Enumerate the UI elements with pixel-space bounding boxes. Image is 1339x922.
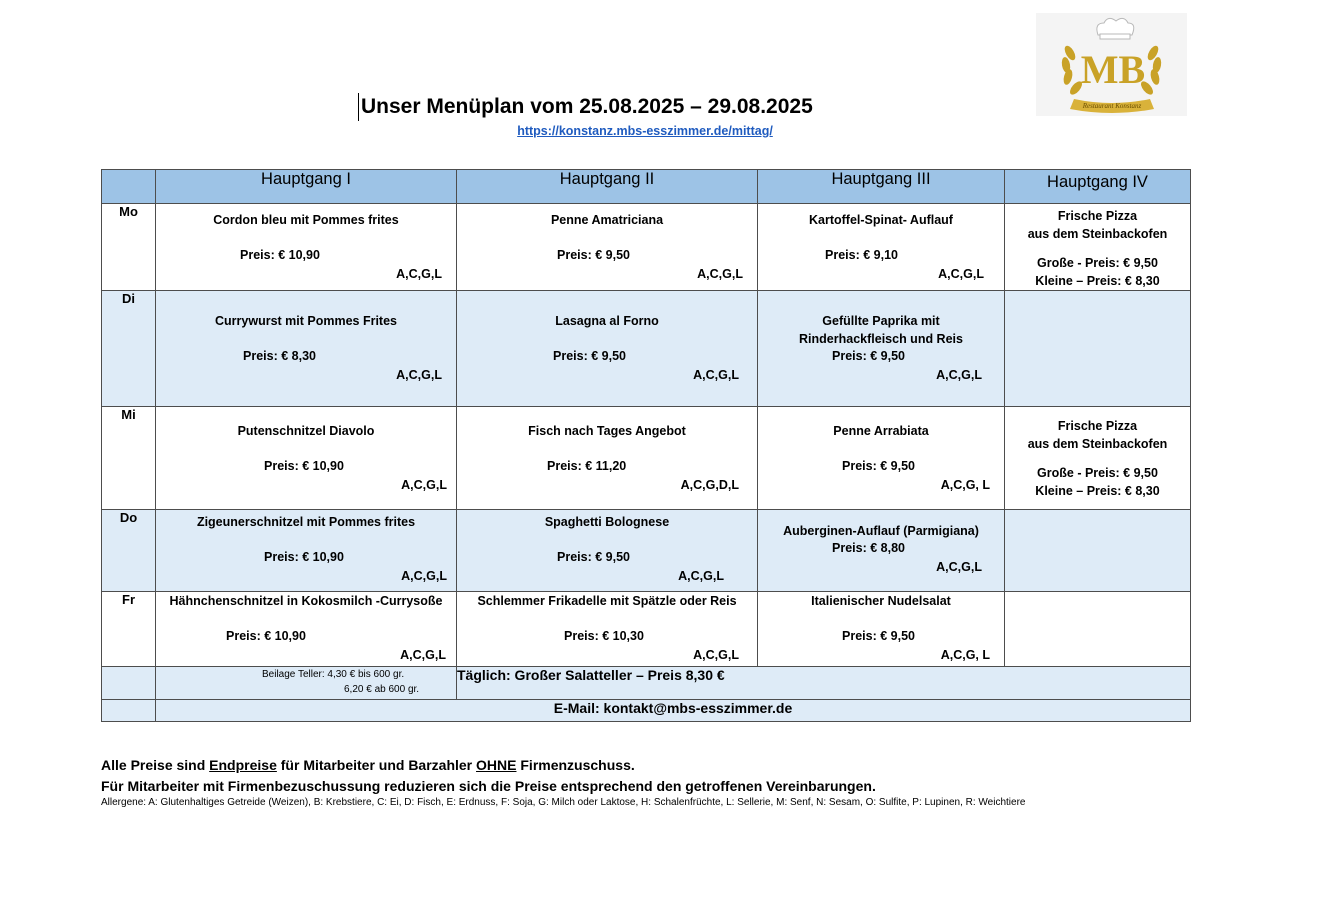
dish-price: Preis: € 10,90 xyxy=(226,629,306,643)
dish-allergens: A,C,G,L xyxy=(936,368,982,382)
pizza-subtitle: aus dem Steinbackofen xyxy=(1027,437,1168,451)
dish-allergens: A,C,G,L xyxy=(400,648,446,662)
dish-name: Auberginen-Auflauf (Parmigiana) xyxy=(783,524,979,538)
day-label: Mo xyxy=(102,204,156,291)
dish-price: Preis: € 9,10 xyxy=(825,248,898,262)
dish-price: Preis: € 8,80 xyxy=(832,541,905,555)
dish-allergens: A,C,G,L xyxy=(697,267,743,281)
dish-name: Lasagna al Forno xyxy=(555,314,659,328)
day-label: Do xyxy=(102,510,156,592)
restaurant-logo xyxy=(1036,13,1187,116)
dish-cell xyxy=(457,407,758,510)
pizza-title: Frische Pizza xyxy=(1057,209,1138,223)
table-row xyxy=(102,510,1191,592)
dish-price: Preis: € 9,50 xyxy=(842,629,915,643)
dish-allergens: A,C,G,D,L xyxy=(680,478,739,492)
day-label: Fr xyxy=(102,592,156,667)
dish-allergens: A,C,G,L xyxy=(396,368,442,382)
dish-name: Putenschnitzel Diavolo xyxy=(237,424,375,438)
corner-cell xyxy=(102,170,156,204)
column-header: Hauptgang IV xyxy=(1005,170,1191,204)
dish-name: Zigeunerschnitzel mit Pommes frites xyxy=(196,515,416,529)
price-note xyxy=(101,755,876,797)
day-label: Mi xyxy=(102,407,156,510)
daily-salad: Täglich: Großer Salatteller – Preis 8,30 € xyxy=(457,667,1191,700)
dish-cell xyxy=(156,510,457,592)
side-plate-line-2: 6,20 € ab 600 gr. xyxy=(344,684,420,695)
dish-cell xyxy=(457,291,758,407)
dish-name: Currywurst mit Pommes Frites xyxy=(215,314,397,328)
dish-allergens: A,C,G,L xyxy=(936,560,982,574)
dish-price: Preis: € 11,20 xyxy=(547,459,627,473)
dish-allergens: A,C,G,L xyxy=(938,267,984,281)
column-header: Hauptgang II xyxy=(457,170,758,204)
dish-cell xyxy=(758,407,1005,510)
dish-cell xyxy=(758,510,1005,592)
table-row xyxy=(102,407,1191,510)
price-note-line-2: Für Mitarbeiter mit Firmenbezuschussung reduzieren sich die Preise entsprechend den getroffenen Vereinbarungen. xyxy=(101,778,876,794)
dish-cell xyxy=(758,592,1005,667)
column-header: Hauptgang III xyxy=(758,170,1005,204)
pizza-small-price: Kleine – Preis: € 8,30 xyxy=(1035,484,1160,498)
dish-cell xyxy=(156,592,457,667)
price-note-line-1: Alle Preise sind Endpreise für Mitarbeiter und Barzahler OHNE Firmenzuschuss. xyxy=(101,757,635,773)
day-label: Di xyxy=(102,291,156,407)
side-plate-cell xyxy=(156,667,457,700)
contact-email[interactable]: E-Mail: kontakt@mbs-esszimmer.de xyxy=(156,700,1191,722)
menu-table xyxy=(101,169,1191,722)
dish-price: Preis: € 9,50 xyxy=(557,550,630,564)
dish-name: Fisch nach Tages Angebot xyxy=(528,424,686,438)
dish-name: Cordon bleu mit Pommes frites xyxy=(213,213,399,227)
dish-price: Preis: € 9,50 xyxy=(832,349,905,363)
dish-name-2: Rinderhackfleisch und Reis xyxy=(799,332,963,346)
dish-cell xyxy=(457,592,758,667)
dish-price: Preis: € 9,50 xyxy=(842,459,915,473)
dish-price: Preis: € 10,30 xyxy=(564,629,644,643)
dish-cell xyxy=(457,204,758,291)
empty-cell xyxy=(102,667,156,700)
dish-allergens: A,C,G, L xyxy=(940,648,990,662)
dish-name: Gefüllte Paprika mit xyxy=(822,314,940,328)
dish-name: Kartoffel-Spinat- Auflauf xyxy=(809,213,953,227)
pizza-cell xyxy=(1005,204,1191,291)
allergen-legend: Allergene: A: Glutenhaltiges Getreide (Weizen), B: Krebstiere, C: Ei, D: Fisch, E: Erdnuss, F: Soja, G: Milch oder Laktose, H: Schalenfrüchte, L: Sellerie, M: Senf, N: Sesam, O: Sulfite, P: Lupinen, R: Weichtiere xyxy=(101,797,1026,808)
dish-name: Hähnchenschnitzel in Kokosmilch -Currysoße xyxy=(169,594,443,608)
pizza-cell xyxy=(1005,407,1191,510)
dish-name: Italienischer Nudelsalat xyxy=(811,594,951,608)
empty-cell xyxy=(1005,510,1191,592)
dish-price: Preis: € 10,90 xyxy=(240,248,320,262)
dish-cell xyxy=(156,407,457,510)
table-row xyxy=(102,700,1191,722)
menu-url-link[interactable]: https://konstanz.mbs-esszimmer.de/mittag/ xyxy=(517,124,773,138)
dish-allergens: A,C,G,L xyxy=(401,569,447,583)
dish-cell xyxy=(156,291,457,407)
dish-name: Schlemmer Frikadelle mit Spätzle oder Reis xyxy=(477,594,737,608)
dish-price: Preis: € 10,90 xyxy=(264,550,344,564)
dish-cell xyxy=(156,204,457,291)
column-header: Hauptgang I xyxy=(156,170,457,204)
dish-price: Preis: € 9,50 xyxy=(557,248,630,262)
dish-cell xyxy=(758,291,1005,407)
pizza-small-price: Kleine – Preis: € 8,30 xyxy=(1035,274,1160,288)
pizza-subtitle: aus dem Steinbackofen xyxy=(1027,227,1168,241)
pizza-large-price: Große - Preis: € 9,50 xyxy=(1037,466,1158,480)
dish-allergens: A,C,G,L xyxy=(678,569,724,583)
dish-price: Preis: € 8,30 xyxy=(243,349,316,363)
dish-allergens: A,C,G,L xyxy=(396,267,442,281)
svg-text:Restaurant Konstanz: Restaurant Konstanz xyxy=(1082,102,1142,110)
dish-name: Penne Amatriciana xyxy=(550,213,664,227)
dish-allergens: A,C,G,L xyxy=(693,368,739,382)
header-row xyxy=(102,170,1191,204)
dish-allergens: A,C,G,L xyxy=(693,648,739,662)
empty-cell xyxy=(1005,592,1191,667)
pizza-large-price: Große - Preis: € 9,50 xyxy=(1037,256,1158,270)
empty-cell xyxy=(102,700,156,722)
dish-name: Spaghetti Bolognese xyxy=(544,515,670,529)
pizza-title: Frische Pizza xyxy=(1057,419,1138,433)
dish-cell xyxy=(457,510,758,592)
dish-allergens: A,C,G,L xyxy=(401,478,447,492)
table-row xyxy=(102,592,1191,667)
dish-name: Penne Arrabiata xyxy=(833,424,929,438)
dish-allergens: A,C,G, L xyxy=(940,478,990,492)
dish-price: Preis: € 10,90 xyxy=(264,459,344,473)
dish-price: Preis: € 9,50 xyxy=(553,349,626,363)
empty-cell xyxy=(1005,291,1191,407)
table-row xyxy=(102,667,1191,700)
side-plate-line-1: Beilage Teller: 4,30 € bis 600 gr. xyxy=(262,669,405,680)
dish-cell xyxy=(758,204,1005,291)
page-title: Unser Menüplan vom 25.08.2025 – 29.08.2025 xyxy=(358,93,881,121)
table-row xyxy=(102,204,1191,291)
svg-text:MB: MB xyxy=(1080,47,1146,92)
table-row xyxy=(102,291,1191,407)
